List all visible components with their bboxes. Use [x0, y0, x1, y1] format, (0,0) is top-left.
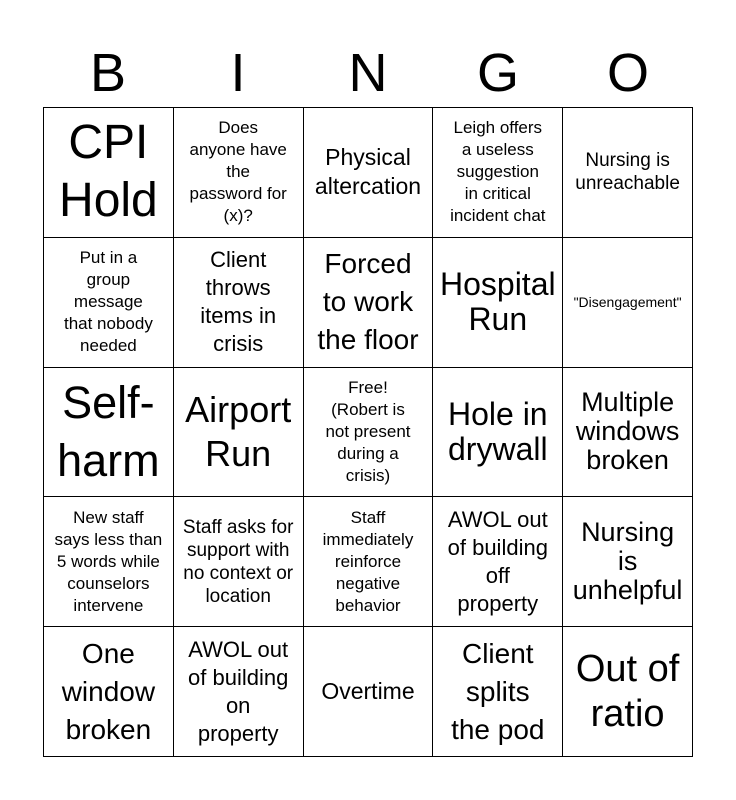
cell-text: Staff asks for support with no context or location [182, 516, 294, 607]
cell-text: New staff says less than 5 words while counselors intervene [54, 507, 163, 615]
bingo-cell[interactable] [433, 108, 563, 238]
header-letter-g: G [476, 43, 519, 103]
header-letter-o: O [606, 43, 649, 103]
header-letter-i: I [230, 43, 246, 103]
bingo-cell[interactable] [304, 627, 434, 757]
bingo-cell[interactable] [44, 497, 174, 627]
bingo-cell[interactable] [174, 497, 304, 627]
cell-text: "Disengagement" [573, 293, 682, 310]
bingo-cell[interactable] [563, 497, 693, 627]
bingo-cell[interactable] [44, 108, 174, 238]
cell-text: Staff immediately reinforce negative behavior [322, 507, 414, 615]
cell-text: One window broken [61, 637, 156, 745]
cell-text: CPI Hold [59, 116, 158, 228]
bingo-cell free-space[interactable] [304, 368, 434, 498]
bingo-cell[interactable] [174, 238, 304, 368]
bingo-cell[interactable] [44, 238, 174, 368]
bingo-cell[interactable] [174, 108, 304, 238]
cell-text: Hospital Run [439, 266, 556, 338]
cell-text: Multiple windows broken [575, 387, 680, 476]
cell-text: Client throws items in crisis [200, 247, 277, 357]
bingo-cell[interactable] [433, 238, 563, 368]
bingo-cell[interactable] [304, 108, 434, 238]
cell-text: Airport Run [185, 388, 292, 474]
bingo-cell[interactable] [174, 368, 304, 498]
cell-text: AWOL out of building off property [447, 506, 548, 616]
bingo-cell[interactable] [563, 627, 693, 757]
cell-text: Nursing is unhelpful [572, 517, 683, 606]
bingo-cell[interactable] [304, 497, 434, 627]
bingo-cell[interactable] [174, 627, 304, 757]
bingo-cell[interactable] [44, 368, 174, 498]
cell-text: Nursing is unreachable [575, 150, 680, 195]
cell-text: Leigh offers a useless suggestion in critical incident chat [450, 118, 546, 226]
cell-text: Does anyone have the password for (x)? [189, 118, 287, 226]
cell-text: Free! (Robert is not present during a crisis) [325, 377, 411, 485]
cell-text: Hole in drywall [447, 395, 548, 467]
bingo-card [43, 107, 693, 757]
bingo-cell[interactable] [563, 108, 693, 238]
cell-text: Overtime [321, 678, 415, 705]
header-letter-b: B [89, 43, 127, 103]
cell-text: Out of ratio [575, 647, 680, 735]
cell-text: Physical altercation [314, 144, 422, 200]
cell-text: AWOL out of building on property [188, 636, 289, 746]
bingo-cell[interactable] [433, 627, 563, 757]
bingo-cell[interactable] [304, 238, 434, 368]
bingo-cell[interactable] [563, 368, 693, 498]
bingo-cell[interactable] [433, 497, 563, 627]
cell-text: Client splits the pod [451, 637, 545, 745]
bingo-cell[interactable] [433, 368, 563, 498]
bingo-cell[interactable] [44, 627, 174, 757]
bingo-cell[interactable] [563, 238, 693, 368]
bingo-header [43, 40, 693, 106]
cell-text: Forced to work the floor [317, 248, 419, 356]
header-letter-n: N [348, 43, 388, 103]
cell-text: Put in a group message that nobody needed [63, 248, 153, 356]
cell-text: Self- harm [57, 376, 160, 486]
